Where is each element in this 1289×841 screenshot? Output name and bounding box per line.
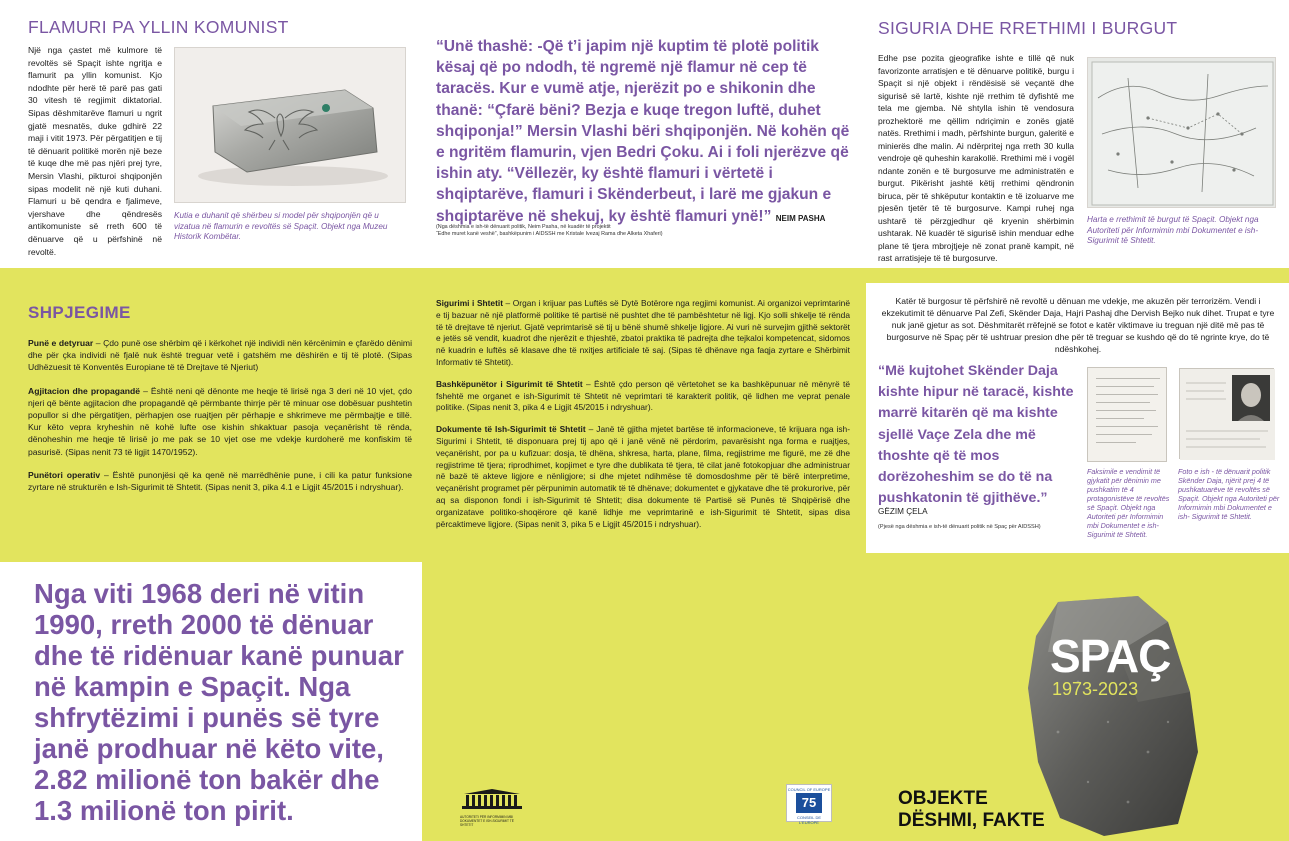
definition-term: Bashkëpunëtor i Sigurimit të Shtetit [436, 378, 583, 389]
definition-term: Punë e detyruar [28, 338, 94, 348]
daja-quote-source: (Pjesë nga dëshmia e ish-të dënuarit politik në Spaç për AIDSSH) [878, 524, 1041, 530]
daja-portrait-image [1180, 369, 1275, 460]
flag-quote-text: “Unë thashë: -Që t’i japim një kuptim të plotë politik kësaj që po ndodh, të ngremë një flamur në cep të taracës. Kur e vumë atje, njerëzit po e shikonin dhe thanë: “Çfarë bëni? Bezja e kuqe tregon luftë, duhet shqiponja!” Mersin Vlashi bëri shqiponjën. Në kohën që e ngritëm flamurin, vjen Bedri Çoku. Ai i foli njerëzve që ishin aty. “Vëllezër, ky është flamuri i vërtetë i shqiptarëve, flamuri i Skënderbeut, i larë me gjakun e shqiptarëve në shekuj, ky është flamuri ynë!” [436, 38, 850, 225]
building-icon [460, 788, 524, 810]
aidssh-logo-caption: AUTORITETI PËR INFORMIMIN MBI DOKUMENTET E ISH-SIGURIMIT TË SHTETIT [460, 815, 514, 827]
stone-image [1018, 592, 1208, 838]
definition-item [436, 424, 850, 530]
flamuri-body: Një nga çastet më kulmore të revoltës së Spaçit ishte ngritja e flamurit pa yllin komunist. Kjo ndodhte për herë të parë pas gati 30 vitesh të regjimit diktatorial. Sipas dëshmitarëve flamuri u ngrit gjatë mesnatës, duke gdhirë 22 maji i vitit 1973. Për përgatitjen e tij të dënuarit politikë morën një beze të kuqe dhe më pas njëri prej tyre, Mersin Vlashi, pikturoi shqiponjën sipas modelit në një kuti duhani. Flamuri u bë qendra e fjalimeve, vjershave dhe qëndresës antikomuniste së rreth 600 të dënuarve që u përfshinë në revoltë. [28, 45, 162, 257]
flamuri-title: FLAMURI PA YLLIN KOMUNIST [28, 17, 289, 37]
executions-section [866, 283, 1289, 553]
definition-term: Punëtori operativ [28, 469, 101, 480]
tobacco-box-image [175, 48, 407, 204]
definition-text: – Organ i krijuar pas Luftës së Dytë Botërore nga regjimi komunist. Ai organizoi veprimtarinë e tij bazuar në një platformë politike të partisë në pushtet dhe të pambështetur në ligj. Kjo solli shkelje të rënda të të drejtave të njeriut. Gjatë veprimtarisë së tij u bënë shumë shkelje ligjore. Ai vuri në survejim gjithë sektorët e jetës së vendit, kuadrot dhe njerëzit e thjeshtë, zbatoi praktika të padrejta dhe tejkaloi kompetencat, sidomos në kuadrin e luftës së klasave dhe të nxitjes artificiale të saj. (Sipas të dhënave nga faqja zyrtare e Shërbimit Informativ të Shtetit). [436, 298, 850, 367]
flamuri-section [0, 0, 422, 268]
definition-item [28, 385, 412, 458]
stone-graphic [1018, 592, 1208, 838]
tagline-line-1: OBJEKTE [898, 788, 988, 809]
definition-term: Agjitacion dhe propagandë [28, 385, 141, 396]
prison-map-image [1088, 58, 1277, 209]
aidssh-logo [460, 788, 524, 827]
flamuri-caption: Kutia e duhanit që shërbeu si model për shqiponjën që u vizatua në flamurin e revoltës së Spaçit. Objekt nga Muzeu Historik Kombëtar. [174, 211, 388, 242]
shpjegime-title: SHPJEGIME [28, 303, 131, 322]
statistics-section [0, 562, 422, 841]
flag-quote-source-2: “Edhe muret kanë veshë”, bashkëpunim i AIDSSH me Kristale Ivezaj Rama dhe Alketa Xhaferi) [436, 231, 663, 237]
court-decision-caption: Faksimile e vendimit të gjykatit për dënimin me pushkatim të 4 protagonistëve të revoltës së Spaçit. Objekt nga Autoriteti për Informimin mbi Dokumentet e ish-Sigurimit të Shtetit. [1087, 467, 1170, 539]
executions-intro: Katër të burgosur të përfshirë në revoltë u dënuan me vdekje, me akuzën për terrorizëm. Vendi i ekzekutimit të dënuarve Pal Zefi, Skënder Daja, Hajri Pashaj dhe Dervish Bejko nuk dihet. Trupat e tyre nuk janë gjetur as sot. Dëshmitarët rrëfejnë se fotot e katër viktimave iu treguan një ditë më pas të burgosurve në Spaç për të ushtruar presion dhe për të treguar se kushdo që do të ngrinte krye, do të ndëshkohej. [881, 296, 1275, 354]
definition-text: – Është neni që dënonte me heqje të lirisë nga 3 deri në 10 vjet, çdo njeri që bënte agjitacion dhe propagandë që përmbante thirrje për të minuar ose dobësuar pushtetin popullor si dhe përgatitjen, përhapjen ose ruajtjen për përhapje e shkrimeve me përmbajtje e tillë. Kur këto vepra kryheshin në kohë lufte ose kishin shkaktuar pasoja veçanërisht të rënda, dënoheshin me heqje të lirisë jo me pak se 10 vjet ose me vdekje kurdoherë me konfiskim të pasurisë. (Sipas nenit 73 të ligjit 1470/1952). [28, 385, 412, 457]
definition-item [436, 298, 850, 369]
shpjegime-list [28, 337, 412, 493]
coe-top-text: COUNCIL OF EUROPE [787, 787, 831, 792]
statistics-text: Nga viti 1968 deri në vitin 1990, rreth 2000 të dënuar dhe të ridënuar kanë punuar në kampin e Spaçit. Nga shfrytëzimi i punës së tyre janë prodhuar në këto vite, 2.82 milionë ton bakër dhe 1.3 milionë ton pirit. [34, 578, 404, 826]
prison-map-photo [1087, 57, 1276, 208]
definition-text: – Është punonjësi që ka qenë në marrëdhënie pune, i cili ka patur funksione zyrtare në strukturën e Ish-Sigurimit të Shtetit. (Sipas nenit 3, pika 4.1 e Ligjit 45/2015 i ndryshuar). [28, 469, 412, 493]
siguria-section [865, 0, 1289, 268]
daja-quote: “Më kujtohet Skënder Daja kishte hipur në taracë, kishte marrë kitarën që ma kishte sjellë Vaçe Zela dhe më thoshte që të mos dorëzoheshim se do të na pushkatonin të gjithëve.” [878, 363, 1074, 507]
daja-photo [1179, 368, 1274, 459]
court-decision-photo [1087, 367, 1167, 462]
definition-term: Sigurimi i Shtetit [436, 298, 503, 308]
quote-section [422, 0, 865, 268]
daja-photo-caption: Foto e ish - të dënuarit politik Skënder Daja, njërit prej 4 të pushkatuarëve të revoltës së Spaçit. Objekt nga Autoriteti për Informimin mbi Dokumentet e ish- Sigurimit të Shtetit. [1178, 467, 1280, 521]
definition-item [28, 337, 412, 374]
definition-text: – Çdo punë ose shërbim që i kërkohet një individi nën kërcënimin e çfarëdo dënimi dhe për çka individi në fjalë nuk është treguar vetë i gatshëm me dëshirën e tij të plotë. (Sipas Udhëzuesit të Konventës Europiane të të Drejtave të Njeriut) [28, 338, 413, 373]
daja-quote-author: GËZIM ÇELA [878, 507, 928, 516]
siguria-caption: Harta e rrethimit të burgut të Spaçit. Objekt nga Autoriteti për Informimin mbi Dokumentet e ish- Sigurimit të Shtetit. [1087, 215, 1259, 246]
definition-term: Dokumente të Ish-Sigurimit të Shtetit [436, 424, 586, 435]
definitions-mid-list [436, 298, 850, 530]
tagline-line-2: DËSHMI, FAKTE [898, 810, 1045, 831]
council-of-europe-logo [786, 784, 832, 825]
definition-item [28, 469, 412, 493]
definition-text: – Janë të gjitha mjetet bartëse të informacioneve, të krijuara nga ish-Sigurimi i Shtetit, të disponuara prej tij apo që i janë vënë në përdorim, pavarësisht nga forma e ruajtjes, veçanërisht, por pa u kufizuar: dosja, të dhëna, shkresa, harta, plane, filma, regjistrime me figurë, me zë dhe regjistrime të tjera; riprodhimet, kopjimet e tyre dhe dublikata të tjera, të cilat janë fotokopjuar dhe administruar në bazë të akteve ligjore e nënligjore; si dhe mjetet ndihmëse të domosdoshme për të bërë interpretime, veçanërisht programet për përpunimin automatik të të dhënave; dokumentet e gjykatave dhe të prokurorive, për aq sa disponon fondi i ish-Sigurimit të Shtetit; disa dokumente të Partisë së Punës të Shqipërisë dhe organizatave politiko-shoqërore që kanë lidhje me veprimtarinë e ish-Sigurimit të Shtetit, sipas disa përcaktimeve ligjore. (Sipas nenit 3, pika 5 e Ligjit 45/2015 i ndryshuar). [436, 424, 850, 529]
flag-quote-author: NEIM PASHA [775, 213, 826, 223]
spac-brand: SPAÇ [1050, 630, 1171, 682]
coe-bottom-text: CONSEIL DE L'EUROPE [796, 815, 822, 825]
tobacco-box-photo [174, 47, 406, 203]
flag-quote [436, 36, 856, 229]
spac-years: 1973-2023 [1052, 679, 1139, 699]
definition-item [436, 379, 850, 414]
definition-text: – Është çdo person që vërtetohet se ka bashkëpunuar në mënyrë të fshehtë me organet e ish-Sigurimit të Shtetit në veprimtari të karakterit politik, që lidhen me veprat penale politike. (Sipas nenit 3, pika 4 e Ligjit 45/2015 i ndryshuar). [436, 378, 850, 413]
siguria-body: Edhe pse pozita gjeografike ishte e tillë që nuk favorizonte arratisjen e të dënuarve politikë, burgu i Spaçit si një objekt i rëndësisë së veçantë dhe sigurisë së lartë, kishte një rrethim të dyfishtë me tela me gjemba. Në shtylla ishin të vendosura prozhektorë me qëllim ndriçimin e zonës gjatë natës. Rrethimi i madh, përfshinte burgun, galeritë e minierës dhe malin. Ai ndërpritej nga rreth 30 kulla vendroje që quheshin karakollë. Rrethimi më i vogël ndante zonën e të burgosurve me administratën e burgut. Pikërisht jashtë këtij rrethimi qëndronin biruca, për të shkëputur kontaktin e të izoluarve me pjesën tjetër të të burgosurve. Kampi ruhej nga ushtarë të përzgjedhur që kryenin shërbimin ushtarak. Në kuadër të sigurisë ishin menduar edhe plane të tjera mbrojtjeje në zonat pranë kampit, në rast arratisjeje të të burgosurve. [878, 53, 1074, 263]
flag-quote-source-1: (Nga dëshmia e ish-të dënuarit politik, Neim Pasha, në kuadër të projektit [436, 224, 611, 230]
footer-section [422, 562, 1289, 841]
coe-75-badge: 75 [796, 793, 822, 813]
siguria-title: SIGURIA DHE RRETHIMI I BURGUT [878, 18, 1178, 38]
